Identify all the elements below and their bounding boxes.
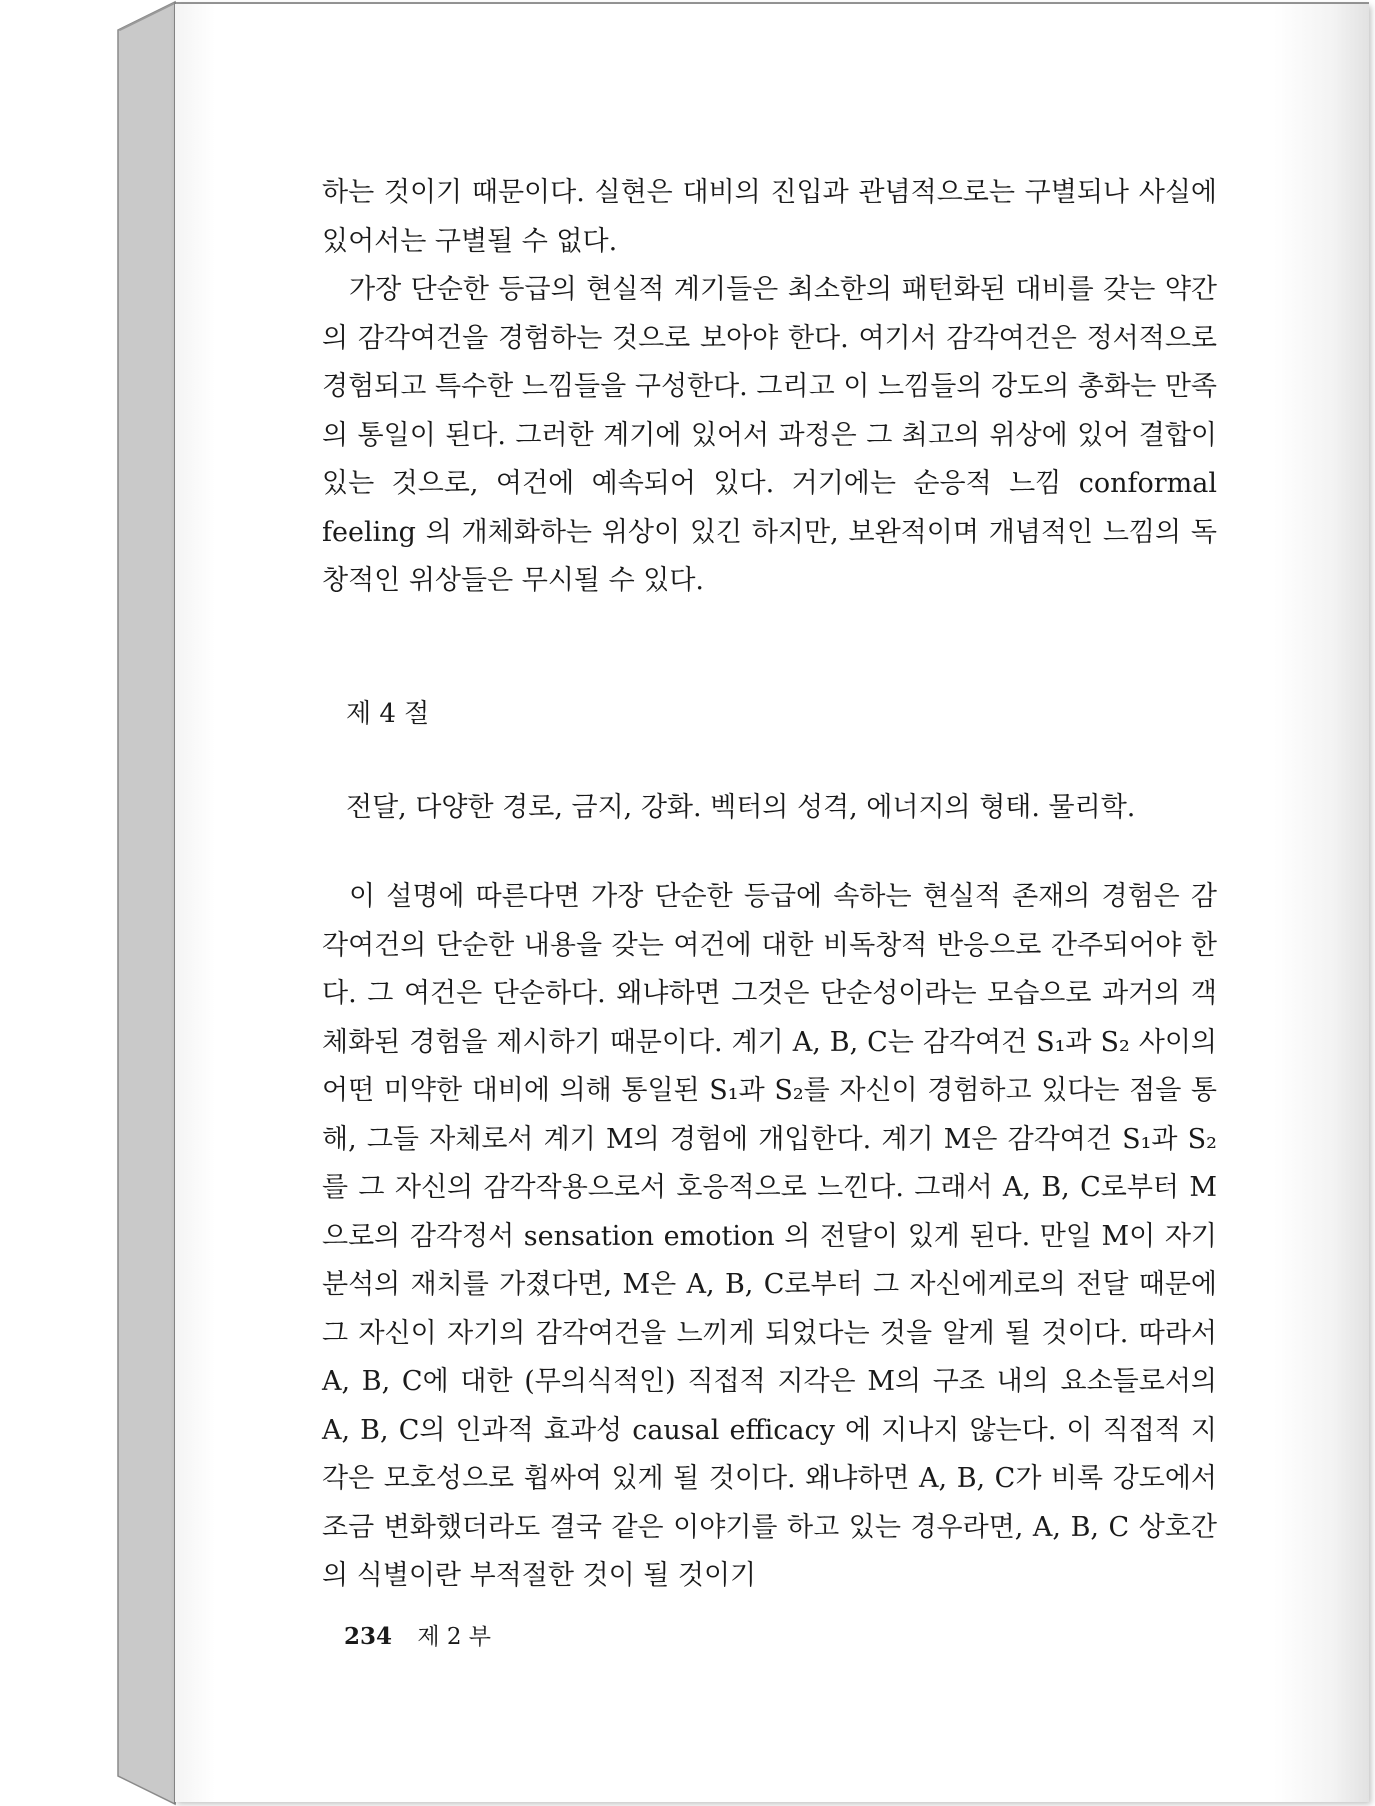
paragraph-continuation: 하는 것이기 때문이다. 실현은 대비의 진입과 관념적으로는 구별되나 사실에 있어서는 구별될 수 없다. bbox=[322, 177, 1217, 257]
part-label: 제 2 부 bbox=[417, 1624, 492, 1650]
section-title: 전달, 다양한 경로, 금지, 강화. 벡터의 성격, 에너지의 형태. 물리학. bbox=[346, 792, 1136, 823]
section-number: 제 4 절 bbox=[346, 699, 430, 729]
page-footer bbox=[344, 1618, 491, 1651]
paragraph-simple-occasions: 가장 단순한 등급의 현실적 계기들은 최소한의 패턴화된 대비를 갖는 약간의 감각여건을 경험하는 것으로 보아야 한다. 여기서 감각여건은 정서적으로 경험되고 특수한 느낌들을 구성한다. 그리고 이 느낌들의 강도의 총화는 만족의 통일이 된다. 그러한 계기에 있어서 과정은 그 최고의 위상에 있어 결합이 있는 것으로, 여건에 예속되어 있다. 거기에는 순응적 느낌 conformal feeling 의 개체화하는 위상이 있긴 하지만, 보완적이며 개념적인 느낌의 독창적인 위상들은 무시될 수 있다. bbox=[322, 274, 1217, 596]
book-spine-side bbox=[118, 2, 175, 1804]
paragraph-transmission: 이 설명에 따른다면 가장 단순한 등급에 속하는 현실적 존재의 경험은 감각여건의 단순한 내용을 갖는 여건에 대한 비독창적 반응으로 간주되어야 한다. 그 여건은 단순하다. 왜냐하면 그것은 단순성이라는 모습으로 과거의 객체화된 경험을 제시하기 때문이다. 계기 A, B, C는 감각여건 S₁과 S₂ 사이의 어떤 미약한 대비에 의해 통일된 S₁과 S₂를 자신이 경험하고 있다는 점을 통해, 그들 자체로서 계기 M의 경험에 개입한다. 계기 M은 감각여건 S₁과 S₂를 그 자신의 감각작용으로서 호응적으로 느낀다. 그래서 A, B, C로부터 M으로의 감각정서 sensation emotion 의 전달이 있게 된다. 만일 M이 자기 분석의 재치를 가졌다면, M은 A, B, C로부터 그 자신에게로의 전달 때문에 그 자신이 자기의 감각여건을 느끼게 되었다는 것을 알게 될 것이다. 따라서 A, B, C에 대한 (무의식적인) 직접적 지각은 M의 구조 내의 요소들로서의 A, B, C의 인과적 효과성 causal efficacy 에 지나지 않는다. 이 직접적 지각은 모호성으로 휩싸여 있게 될 것이다. 왜냐하면 A, B, C가 비록 강도에서 조금 변화했더라도 결국 같은 이야기를 하고 있는 경우라면, A, B, C 상호간의 식별이란 부적절한 것이 될 것이기 bbox=[322, 881, 1217, 1591]
bottom-text-block bbox=[322, 873, 1217, 1601]
top-text-block bbox=[322, 169, 1217, 606]
page-number: 234 bbox=[344, 1623, 393, 1650]
